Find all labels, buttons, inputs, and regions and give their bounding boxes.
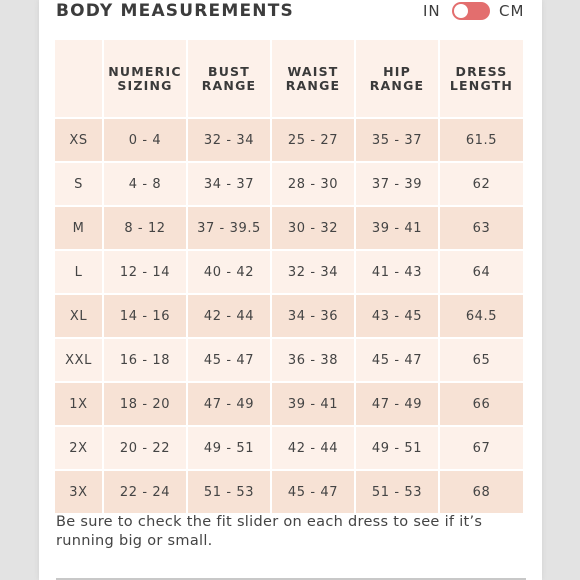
header-cell-blank xyxy=(55,40,102,117)
table-cell: 49 - 51 xyxy=(356,427,438,469)
table-cell: 22 - 24 xyxy=(104,471,186,513)
table-cell: 18 - 20 xyxy=(104,383,186,425)
table-cell: 8 - 12 xyxy=(104,207,186,249)
table-cell: 35 - 37 xyxy=(356,119,438,161)
table-cell: 51 - 53 xyxy=(356,471,438,513)
table-cell: 42 - 44 xyxy=(188,295,270,337)
table-cell: 0 - 4 xyxy=(104,119,186,161)
table-cell: 45 - 47 xyxy=(272,471,354,513)
chart-header xyxy=(56,0,526,24)
table-cell: 39 - 41 xyxy=(356,207,438,249)
table-cell: 65 xyxy=(440,339,523,381)
column-header: HIP RANGE xyxy=(356,40,438,117)
table-cell: 28 - 30 xyxy=(272,163,354,205)
size-table xyxy=(55,40,525,513)
table-cell: 51 - 53 xyxy=(188,471,270,513)
table-cell: 34 - 36 xyxy=(272,295,354,337)
size-chart-card xyxy=(39,0,542,580)
table-cell: 20 - 22 xyxy=(104,427,186,469)
page-title: BODY MEASUREMENTS xyxy=(56,1,294,21)
table-cell: 43 - 45 xyxy=(356,295,438,337)
column-header: DRESS LENGTH xyxy=(440,40,523,117)
table-cell: 47 - 49 xyxy=(356,383,438,425)
table-cell: 25 - 27 xyxy=(272,119,354,161)
unit-label-cm[interactable]: CM xyxy=(499,2,525,20)
size-label-cell: XS xyxy=(55,119,102,161)
table-cell: 63 xyxy=(440,207,523,249)
table-cell: 37 - 39 xyxy=(356,163,438,205)
table-cell: 42 - 44 xyxy=(272,427,354,469)
column-header: NUMERIC SIZING xyxy=(104,40,186,117)
size-label-cell: M xyxy=(55,207,102,249)
table-cell: 32 - 34 xyxy=(272,251,354,293)
size-label-cell: XXL xyxy=(55,339,102,381)
size-label-cell: 1X xyxy=(55,383,102,425)
table-cell: 66 xyxy=(440,383,523,425)
table-cell: 49 - 51 xyxy=(188,427,270,469)
table-cell: 36 - 38 xyxy=(272,339,354,381)
table-cell: 12 - 14 xyxy=(104,251,186,293)
table-cell: 32 - 34 xyxy=(188,119,270,161)
size-label-cell: S xyxy=(55,163,102,205)
table-cell: 61.5 xyxy=(440,119,523,161)
table-cell: 45 - 47 xyxy=(356,339,438,381)
table-cell: 40 - 42 xyxy=(188,251,270,293)
table-cell: 47 - 49 xyxy=(188,383,270,425)
fit-note: Be sure to check the fit slider on each dress to see if it’s running big or small. xyxy=(56,514,483,549)
table-cell: 37 - 39.5 xyxy=(188,207,270,249)
table-cell: 64.5 xyxy=(440,295,523,337)
table-cell: 14 - 16 xyxy=(104,295,186,337)
table-cell: 4 - 8 xyxy=(104,163,186,205)
table-cell: 39 - 41 xyxy=(272,383,354,425)
table-cell: 45 - 47 xyxy=(188,339,270,381)
table-cell: 62 xyxy=(440,163,523,205)
column-header: BUST RANGE xyxy=(188,40,270,117)
toggle-knob[interactable] xyxy=(454,4,468,18)
table-cell: 68 xyxy=(440,471,523,513)
table-cell: 67 xyxy=(440,427,523,469)
unit-toggle[interactable] xyxy=(452,2,490,20)
size-label-cell: 2X xyxy=(55,427,102,469)
table-cell: 34 - 37 xyxy=(188,163,270,205)
unit-label-in[interactable]: IN xyxy=(423,2,441,20)
size-label-cell: XL xyxy=(55,295,102,337)
table-cell: 16 - 18 xyxy=(104,339,186,381)
table-cell: 41 - 43 xyxy=(356,251,438,293)
table-cell: 30 - 32 xyxy=(272,207,354,249)
size-label-cell: 3X xyxy=(55,471,102,513)
table-cell: 64 xyxy=(440,251,523,293)
column-header: WAIST RANGE xyxy=(272,40,354,117)
size-label-cell: L xyxy=(55,251,102,293)
